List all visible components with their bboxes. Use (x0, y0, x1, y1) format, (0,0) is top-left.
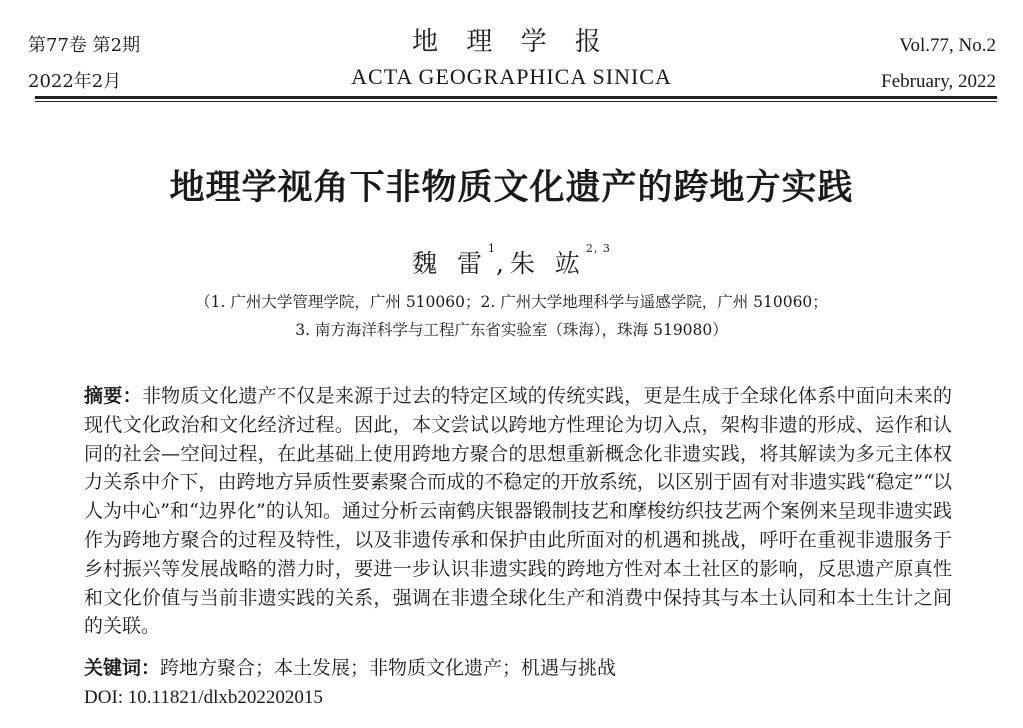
affiliations (0, 288, 1023, 344)
abstract (84, 382, 952, 641)
journal-name-cn: 地 理 学 报 (412, 27, 611, 57)
header-center (0, 24, 1023, 94)
affiliation-line: （1. 广州大学管理学院，广州 510060；2. 广州大学地理科学与遥感学院，广州 510060； (195, 293, 828, 311)
issue-cn: 第77卷 第2期 (28, 35, 141, 56)
doi: DOI: 10.11821/dlxb202202015 (84, 687, 323, 708)
author-affil-mark: 1 (488, 242, 497, 255)
abstract-text: 非物质文化遗产不仅是来源于过去的特定区域的传统实践，更是生成于全球化体系中面向未来的现代文化政治和文化经济过程。因此，本文尝试以跨地方性理论为切入点，架构非遗的形成、运作和认同的社会—空间过程，在此基础上使用跨地方聚合的思想重新概念化非遗实践，将其解读为多元主体权力关系中介下，由跨地方异质性要素聚合而成的不稳定的开放系统，以区别于固有对非遗实践“稳定”“以人为中心”和“边界化”的认知。通过分析云南鹤庆银器锻制技艺和摩梭纺织技艺两个案例来呈现非遗实践作为跨地方聚合的过程及特性，以及非遗传承和保护由此所面对的机遇和挑战，呼吁在重视非遗服务于乡村振兴等发展战略的潜力时，要进一步认识非遗实践的跨地方性对本土社区的影响，反思遗产原真性和文化价值与当前非遗实践的关系，强调在非遗全球化生产和消费中保持其与本土认同和本土生计之间的关联。 (84, 385, 952, 638)
header-rule-thick (35, 96, 997, 99)
date-cn: 2022年2月 (28, 71, 122, 92)
keywords-label: 关键词： (84, 657, 161, 679)
author-separator: , (496, 249, 510, 278)
affiliation-line: 3. 南方海洋科学与工程广东省实验室（珠海），珠海 519080） (295, 321, 728, 339)
date-en: February, 2022 (881, 71, 996, 92)
author-line (0, 244, 1023, 280)
article-title: 地理学视角下非物质文化遗产的跨地方实践 (169, 168, 854, 208)
header-rule-thin (35, 101, 997, 102)
author-name: 魏 雷 (412, 249, 489, 278)
journal-header (0, 0, 1023, 110)
abstract-label: 摘要： (84, 385, 142, 407)
keywords (84, 654, 952, 682)
author-name: 朱 竑 (509, 249, 586, 278)
author-affil-mark: 2, 3 (585, 242, 611, 255)
header-right (881, 28, 996, 100)
journal-name-en: ACTA GEOGRAPHICA SINICA (351, 64, 672, 89)
issue-en: Vol.77, No.2 (899, 35, 996, 56)
keywords-text: 跨地方聚合；本土发展；非物质文化遗产；机遇与挑战 (160, 657, 617, 679)
